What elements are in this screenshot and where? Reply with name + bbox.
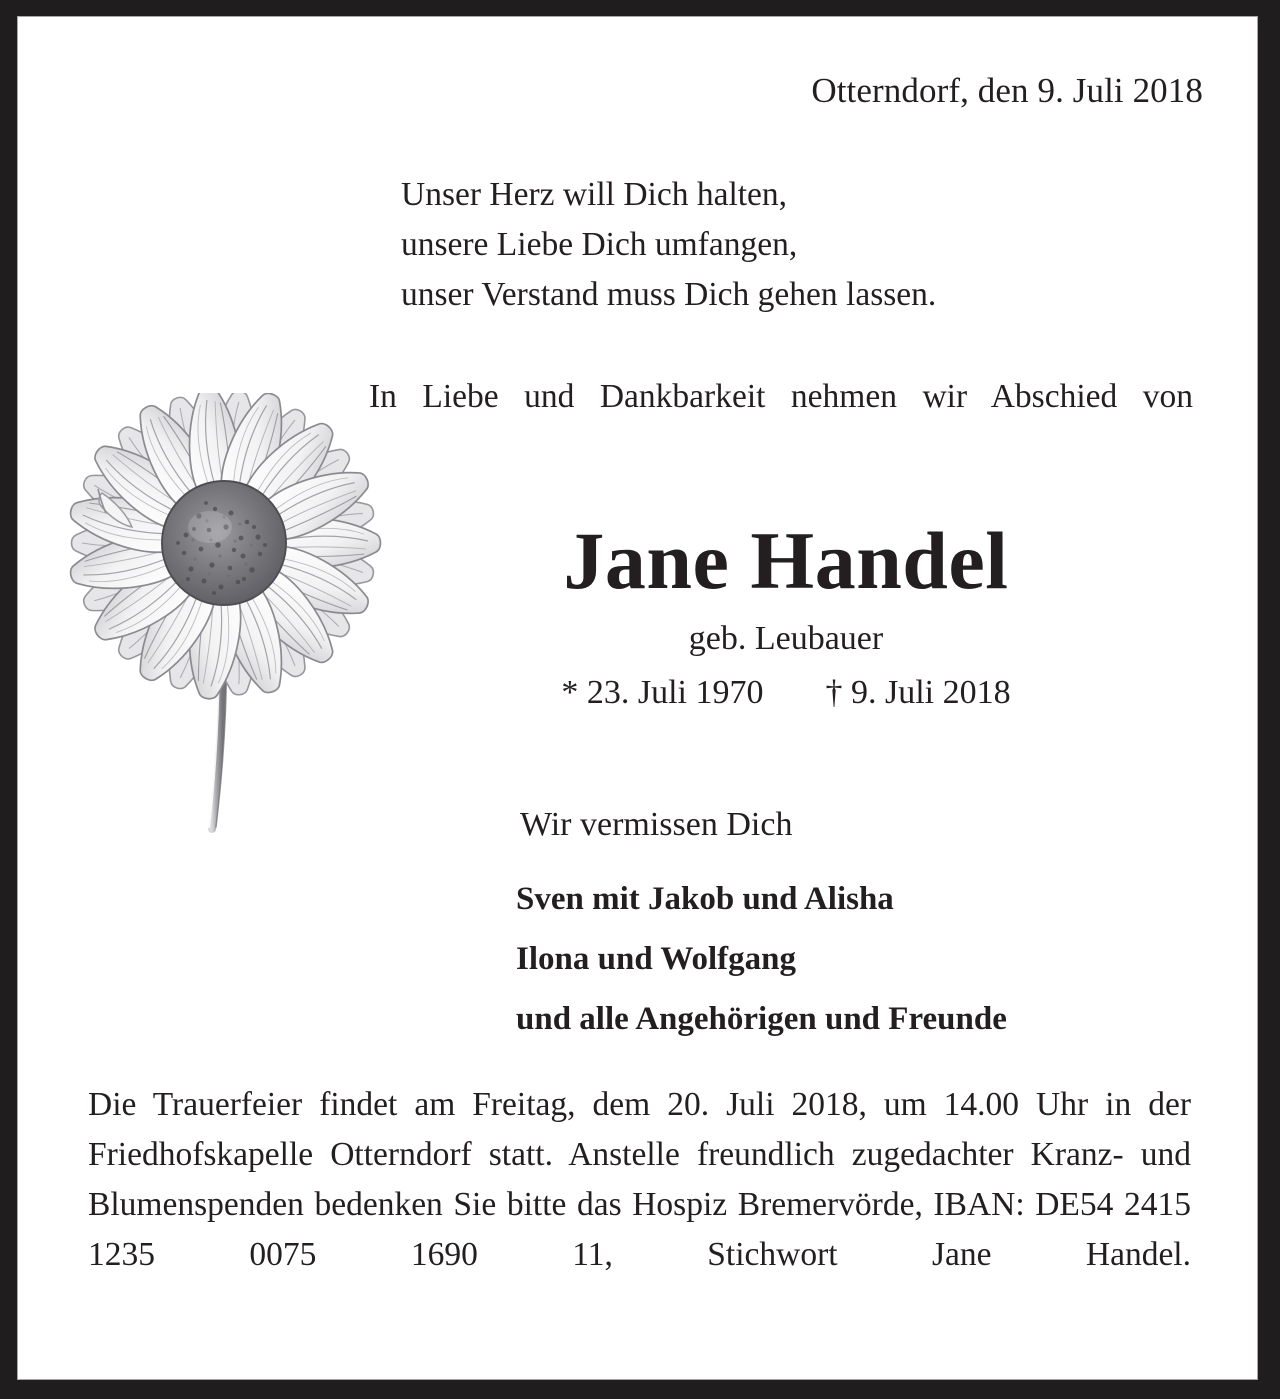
birth-date: * 23. Juli 1970 [561, 674, 764, 711]
life-dates [369, 667, 1203, 719]
funeral-details: Die Trauerfeier findet am Freitag, dem 20. Juli 2018, um 14.00 Uhr in der Friedhofskapelle Otterndorf statt. Anstelle freundlich zugedachter Kranz- und Blumenspenden bedenken Sie bitte das Hospiz Bremervörde, IBAN: DE54 2415 1235 0075 1690 11, Stichwort Jane Handel. [88, 1086, 1191, 1273]
family-line-2: Ilona und Wolfgang [516, 941, 797, 977]
sunflower-icon [68, 393, 388, 853]
deceased-name-block [369, 513, 1203, 719]
place-and-date: Otterndorf, den 9. Juli 2018 [811, 71, 1203, 110]
mourning-block [504, 803, 1007, 1049]
mourning-line: Wir vermissen Dich [520, 806, 793, 843]
family-line-1: Sven mit Jakob und Alisha [516, 881, 894, 917]
poem-line-2: unsere Liebe Dich umfangen, [401, 226, 798, 263]
farewell-intro: In Liebe und Dankbarkeit nehmen wir Abschied von [369, 378, 1193, 415]
poem-line-1: Unser Herz will Dich halten, [401, 176, 788, 213]
maiden-name: geb. Leubauer [688, 620, 884, 657]
poem-line-3: unser Verstand muss Dich gehen lassen. [401, 276, 937, 313]
deceased-name: Jane Handel [563, 515, 1009, 606]
family-list [504, 869, 1007, 1049]
death-date: † 9. Juli 2018 [825, 674, 1011, 711]
family-line-3: und alle Angehörigen und Freunde [516, 1001, 1007, 1037]
notice-paper [17, 16, 1258, 1380]
memorial-poem [401, 170, 936, 320]
